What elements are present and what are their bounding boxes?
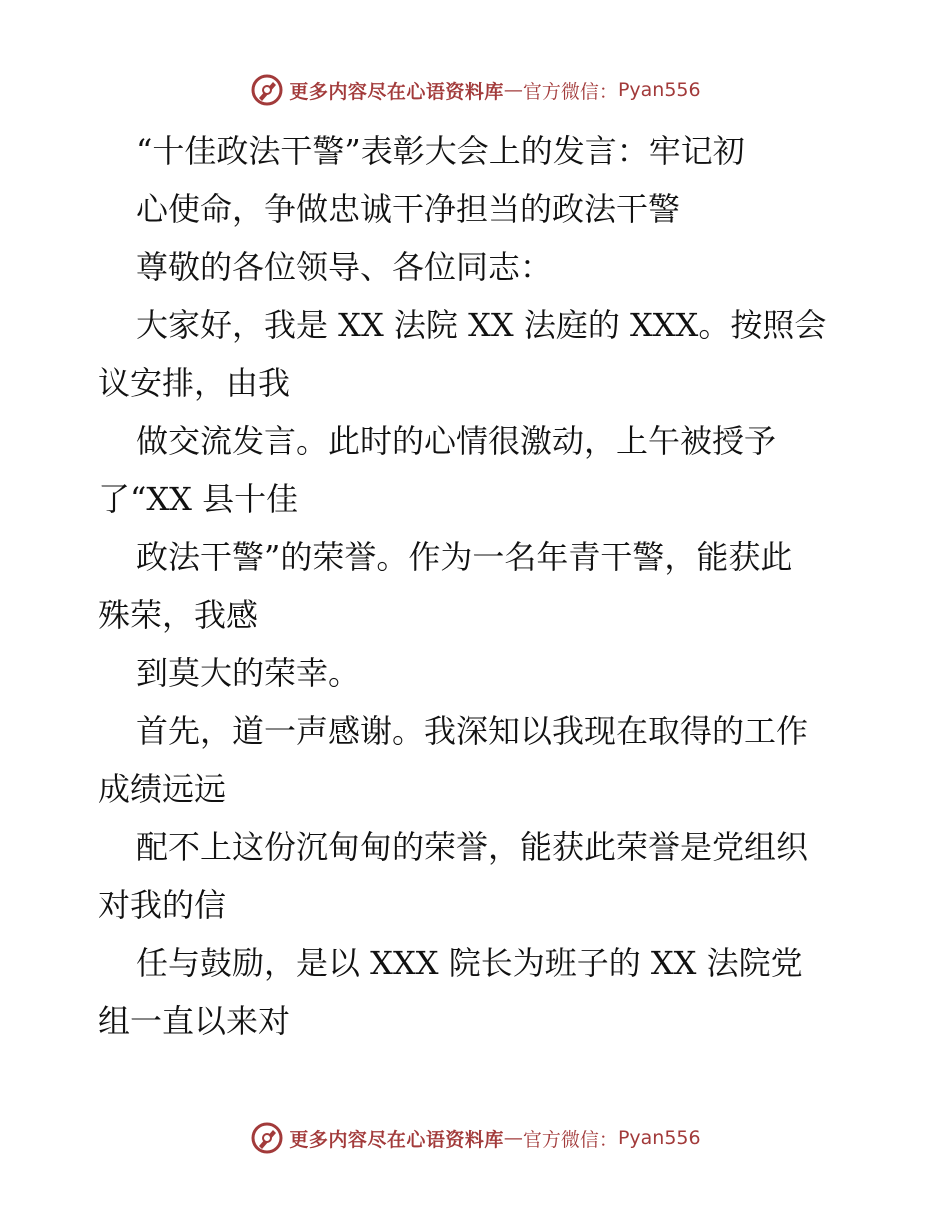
banner-separator: — (503, 79, 523, 101)
footer-banner (0, 1116, 950, 1160)
salutation: 尊敬的各位领导、各位同志： (136, 248, 553, 286)
title-line-2: 心使命，争做忠诚干净担当的政法干警 (136, 190, 681, 228)
document-body (98, 122, 858, 1050)
paragraph-line: 议安排，由我 (98, 364, 291, 402)
paragraph-line: 了“XX 县十佳 (98, 480, 299, 518)
banner-text: 更多内容尽在心语资料库 (289, 1128, 504, 1151)
paragraph-line: 大家好，我是 XX 法院 XX 法庭的 XXX。按照会 (136, 306, 827, 344)
banner-wechat-id: Pyan556 (617, 1127, 701, 1149)
paragraph-line: 对我的信 (98, 886, 227, 924)
paragraph-line: 政法干警”的荣誉。作为一名年青干警，能获此 (136, 538, 793, 576)
banner-label: 官方微信： (522, 1128, 618, 1151)
banner-label: 官方微信： (522, 80, 618, 103)
paragraph-line: 配不上这份沉甸甸的荣誉，能获此荣誉是党组织 (136, 828, 809, 866)
banner-wechat-id: Pyan556 (617, 79, 701, 101)
paragraph-line: 到莫大的荣幸。 (136, 654, 361, 692)
paragraph-line: 殊荣，我感 (98, 596, 259, 634)
seal-pen-icon (249, 1120, 285, 1156)
title-line-1: “十佳政法干警”表彰大会上的发言：牢记初 (136, 132, 745, 170)
paragraph-line: 首先，道一声感谢。我深知以我现在取得的工作 (136, 712, 809, 750)
paragraph-line: 做交流发言。此时的心情很激动，上午被授予 (136, 422, 777, 460)
header-banner (0, 68, 950, 112)
paragraph-line: 任与鼓励，是以 XXX 院长为班子的 XX 法院党 (136, 944, 803, 982)
seal-pen-icon (249, 72, 285, 108)
banner-text: 更多内容尽在心语资料库 (289, 80, 504, 103)
paragraph-line: 成绩远远 (98, 770, 227, 808)
banner-separator: — (503, 1127, 523, 1149)
paragraph-line: 组一直以来对 (98, 1002, 291, 1040)
